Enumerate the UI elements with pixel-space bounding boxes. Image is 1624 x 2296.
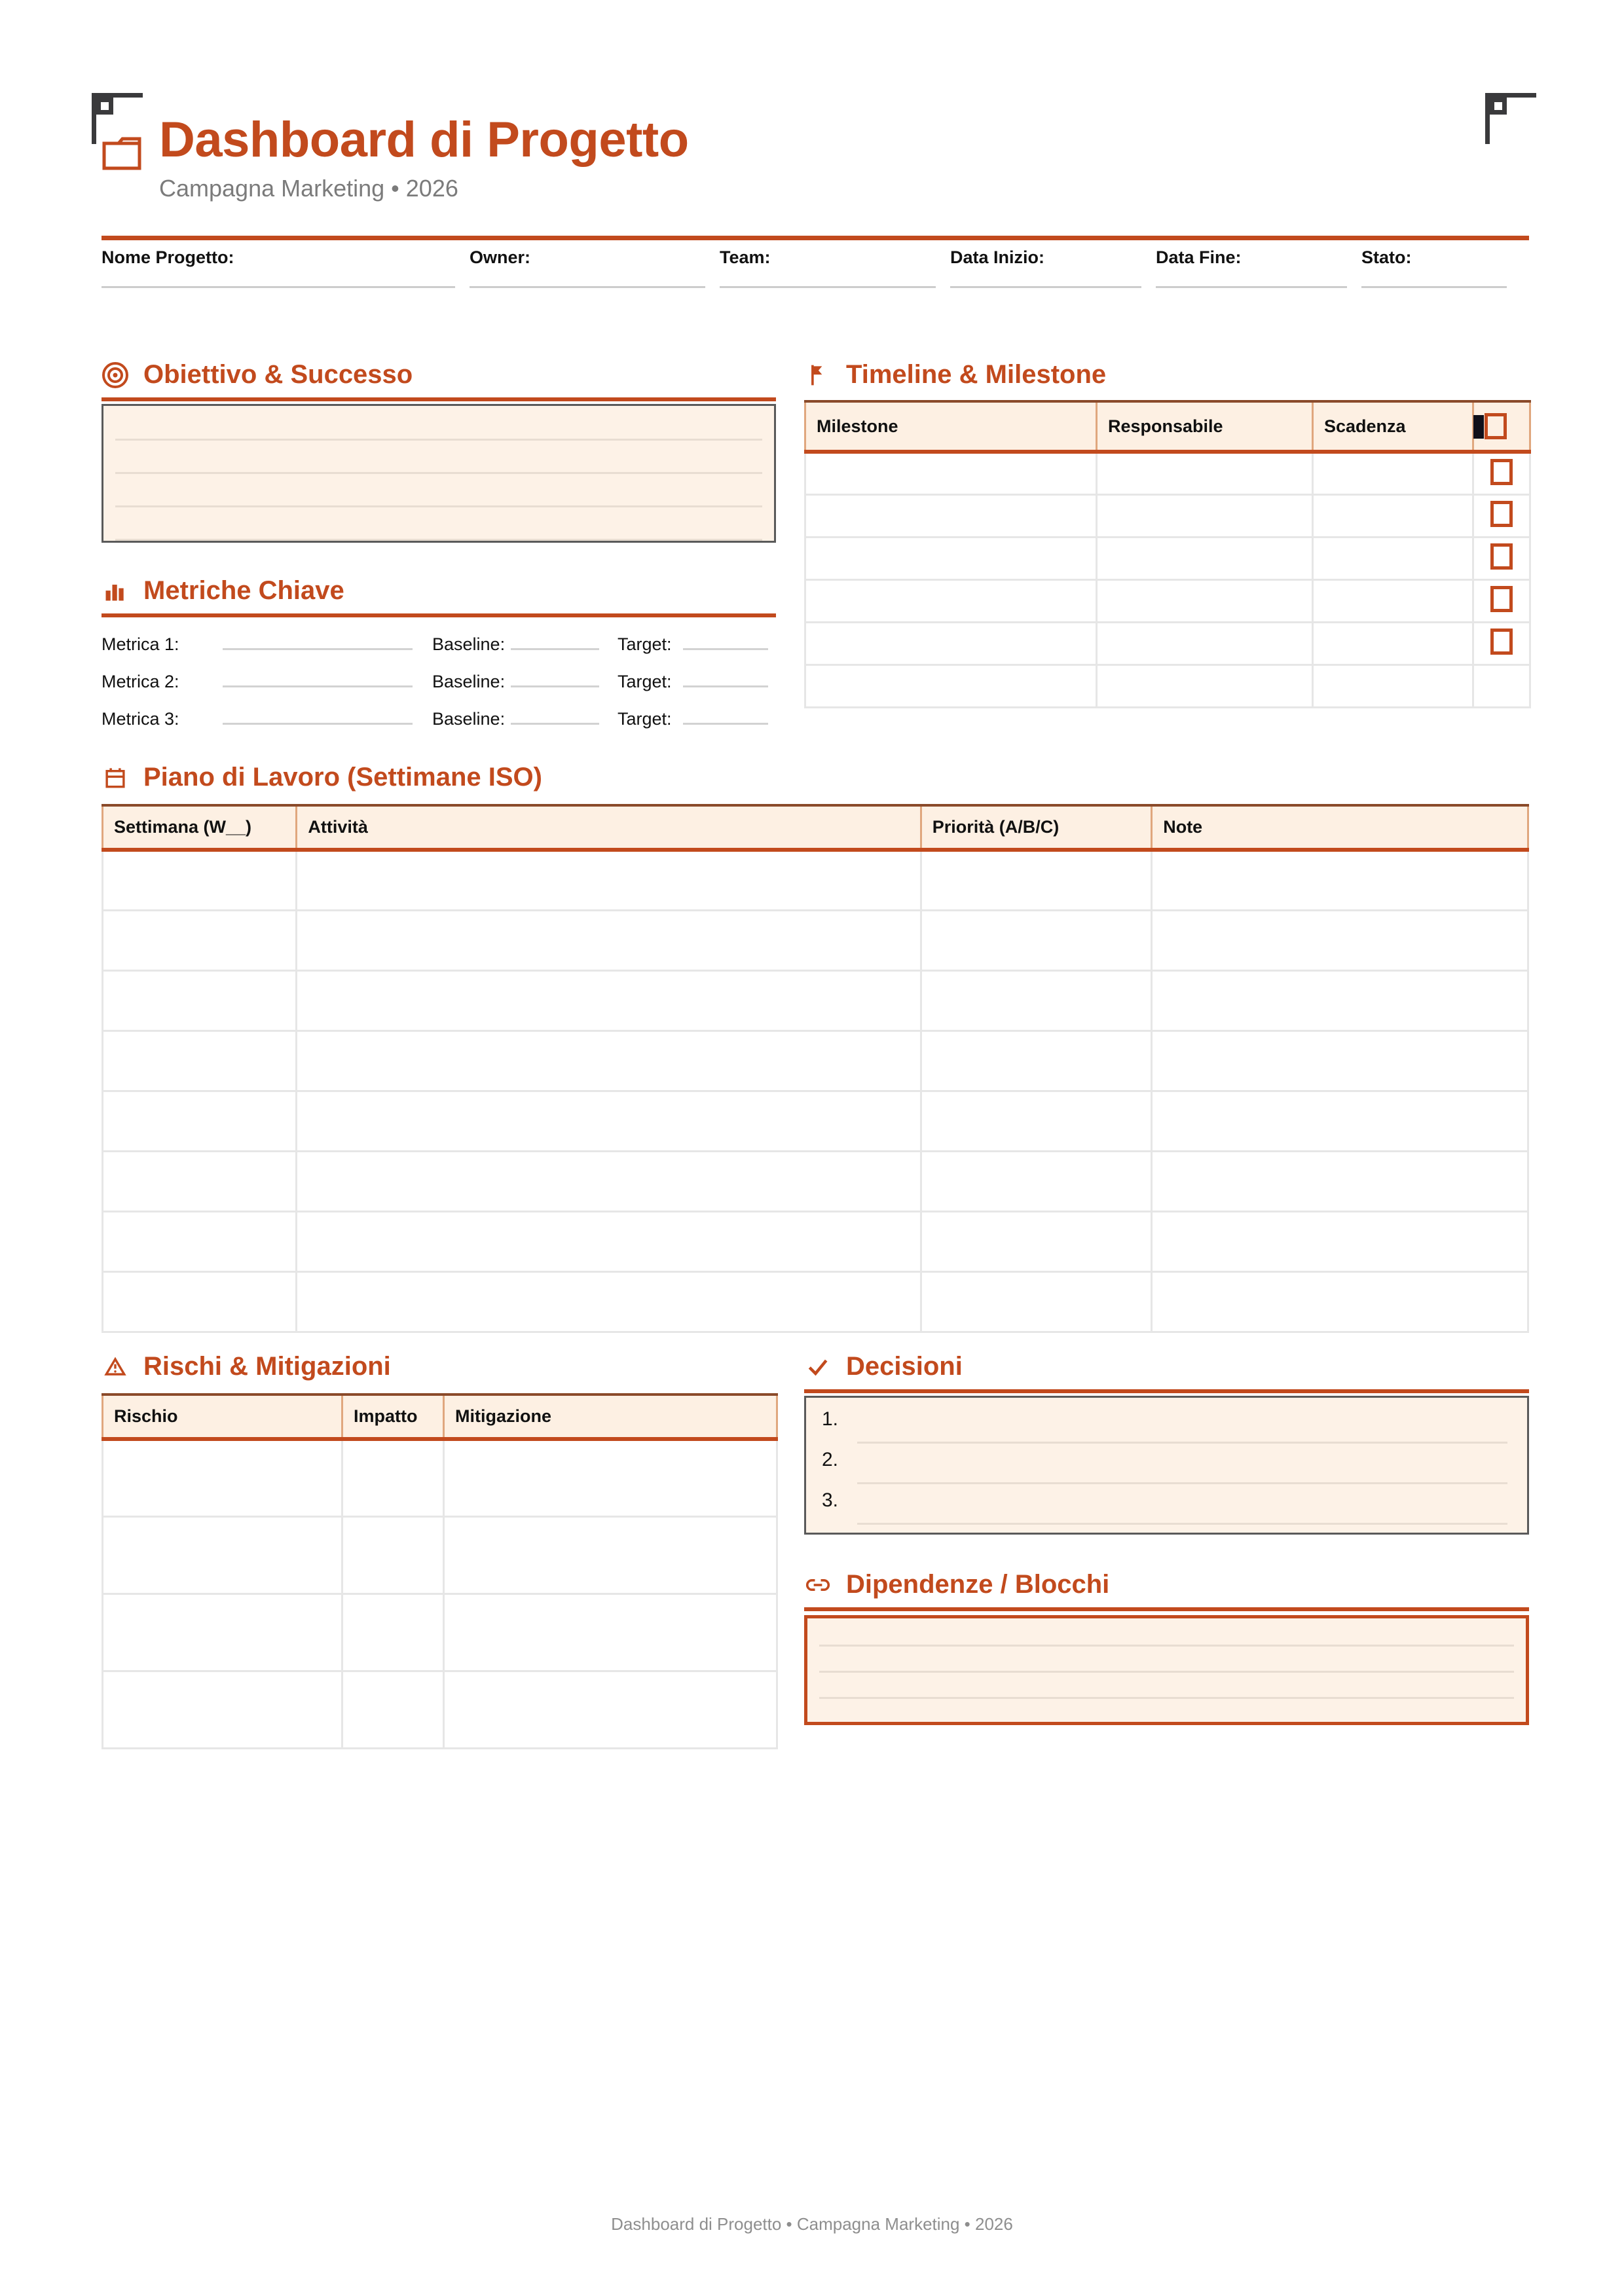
warning-triangle-icon (101, 1353, 129, 1381)
cell-impatto[interactable] (342, 1594, 444, 1671)
baseline-label: Baseline: (432, 634, 506, 654)
checkbox-icon (1485, 413, 1507, 439)
header-divider (101, 236, 1529, 240)
folder-icon (101, 133, 142, 173)
cell-attivita[interactable] (297, 970, 921, 1030)
cell-mitigazione[interactable] (444, 1439, 777, 1516)
checkbox-icon[interactable] (1490, 459, 1513, 485)
cell-priorita[interactable] (921, 1030, 1151, 1091)
section-title: Metriche Chiave (143, 576, 344, 605)
target-icon (101, 361, 129, 389)
target-label: Target: (618, 709, 672, 729)
cell-rischio[interactable] (103, 1671, 342, 1748)
cell-rischio[interactable] (103, 1516, 342, 1594)
list-item[interactable] (806, 1488, 1527, 1529)
section-dipendenze (804, 1570, 1529, 1725)
cell-attivita[interactable] (297, 1211, 921, 1271)
cell-scadenza[interactable] (1313, 579, 1473, 622)
cell-scadenza[interactable] (1313, 494, 1473, 537)
cell-priorita[interactable] (921, 970, 1151, 1030)
table-row[interactable] (103, 1091, 1528, 1151)
meta-label: Team: (720, 247, 771, 267)
cell-done[interactable] (1473, 537, 1530, 579)
cell-milestone[interactable] (805, 622, 1097, 665)
decisioni-list (804, 1396, 1529, 1535)
cell-priorita[interactable] (921, 910, 1151, 970)
cell-note[interactable] (1152, 1211, 1528, 1271)
cell-note[interactable] (1152, 910, 1528, 970)
cell-responsabile[interactable] (1097, 665, 1313, 707)
column-header-note: Note (1152, 805, 1528, 850)
section-rule (804, 1389, 1529, 1393)
dipendenze-text-area[interactable] (804, 1615, 1529, 1725)
checkbox-icon[interactable] (1490, 586, 1513, 612)
baseline-value-line[interactable] (511, 685, 599, 687)
baseline-value-line[interactable] (511, 723, 599, 725)
meta-label: Nome Progetto: (101, 247, 234, 267)
section-metriche (101, 576, 776, 729)
column-header-priorita: Priorità (A/B/C) (921, 805, 1151, 850)
cell-note[interactable] (1152, 1271, 1528, 1332)
meta-label: Data Fine: (1156, 247, 1242, 267)
section-rule (804, 1607, 1529, 1611)
column-header-mitigazione: Mitigazione (444, 1394, 777, 1439)
metric-label: Metrica 1: (101, 634, 179, 654)
meta-input-line[interactable] (1156, 286, 1347, 288)
metric-row (101, 709, 776, 729)
list-item-line[interactable] (857, 1523, 1507, 1525)
cell-impatto[interactable] (342, 1516, 444, 1594)
cell-mitigazione[interactable] (444, 1594, 777, 1671)
cell-milestone[interactable] (805, 579, 1097, 622)
list-item[interactable] (806, 1407, 1527, 1448)
baseline-value-line[interactable] (511, 648, 599, 650)
cell-attivita[interactable] (297, 1151, 921, 1211)
list-item-number: 1. (822, 1408, 839, 1430)
section-title: Piano di Lavoro (Settimane ISO) (143, 763, 542, 792)
table-header-row (103, 1394, 777, 1439)
cell-scadenza[interactable] (1313, 622, 1473, 665)
metric-value-line[interactable] (223, 723, 413, 725)
column-header-responsabile: Responsabile (1097, 401, 1313, 452)
checkbox-icon[interactable] (1490, 501, 1513, 527)
section-title: Decisioni (846, 1352, 963, 1381)
table-row[interactable] (805, 537, 1530, 579)
risks-table (101, 1393, 778, 1749)
cell-attivita[interactable] (297, 910, 921, 970)
cell-settimana[interactable] (103, 1211, 297, 1271)
cell-scadenza[interactable] (1313, 537, 1473, 579)
cell-settimana[interactable] (103, 1030, 297, 1091)
table-row[interactable] (103, 1671, 777, 1748)
cell-milestone[interactable] (805, 665, 1097, 707)
column-header-rischio: Rischio (103, 1394, 342, 1439)
cell-done[interactable] (1473, 622, 1530, 665)
cell-priorita[interactable] (921, 1211, 1151, 1271)
flag-icon (804, 361, 832, 389)
link-icon (804, 1571, 832, 1599)
cell-done[interactable] (1473, 579, 1530, 622)
meta-input-line[interactable] (950, 286, 1141, 288)
meta-label: Stato: (1361, 247, 1412, 267)
table-row[interactable] (103, 1271, 1528, 1332)
calendar-icon (101, 764, 129, 792)
table-row[interactable] (805, 622, 1530, 665)
page-title: Dashboard di Progetto (159, 112, 689, 168)
project-meta-fields (101, 247, 1529, 288)
column-header-scadenza: Scadenza (1313, 401, 1473, 452)
page-footer: Dashboard di Progetto • Campagna Marketing • 2026 (611, 2214, 1013, 2234)
table-row[interactable] (805, 579, 1530, 622)
table-row[interactable] (103, 850, 1528, 910)
cell-responsabile[interactable] (1097, 622, 1313, 665)
cell-mitigazione[interactable] (444, 1516, 777, 1594)
table-row[interactable] (103, 910, 1528, 970)
metric-label: Metrica 3: (101, 709, 179, 729)
meta-label: Owner: (470, 247, 531, 267)
meta-field-team[interactable] (720, 247, 936, 288)
meta-field-stato[interactable] (1361, 247, 1507, 288)
cell-scadenza[interactable] (1313, 452, 1473, 494)
page-subtitle: Campagna Marketing • 2026 (159, 174, 458, 202)
cell-priorita[interactable] (921, 1091, 1151, 1151)
cell-settimana[interactable] (103, 910, 297, 970)
cell-done[interactable] (1473, 494, 1530, 537)
cell-settimana[interactable] (103, 1151, 297, 1211)
table-row[interactable] (805, 494, 1530, 537)
table-row[interactable] (103, 1439, 777, 1516)
section-decisioni (804, 1352, 1529, 1535)
list-item-number: 3. (822, 1489, 839, 1511)
cell-note[interactable] (1152, 970, 1528, 1030)
meta-input-line[interactable] (470, 286, 705, 288)
section-title: Rischi & Mitigazioni (143, 1352, 391, 1381)
cell-responsabile[interactable] (1097, 494, 1313, 537)
cell-note[interactable] (1152, 1030, 1528, 1091)
table-row[interactable] (103, 970, 1528, 1030)
table-row[interactable] (103, 1594, 777, 1671)
target-value-line[interactable] (683, 723, 768, 725)
bar-chart-icon (101, 577, 129, 605)
target-label: Target: (618, 672, 672, 691)
cell-impatto[interactable] (342, 1671, 444, 1748)
cell-responsabile[interactable] (1097, 579, 1313, 622)
meta-input-line[interactable] (101, 286, 455, 288)
cell-attivita[interactable] (297, 1030, 921, 1091)
meta-input-line[interactable] (720, 286, 936, 288)
column-header-impatto: Impatto (342, 1394, 444, 1439)
section-timeline (804, 360, 1529, 708)
cell-scadenza[interactable] (1313, 665, 1473, 707)
cell-priorita[interactable] (921, 1271, 1151, 1332)
meta-input-line[interactable] (1361, 286, 1507, 288)
baseline-label: Baseline: (432, 672, 506, 691)
meta-field-data-inizio[interactable] (950, 247, 1141, 288)
cell-settimana[interactable] (103, 970, 297, 1030)
section-obiettivo (101, 360, 776, 543)
cell-responsabile[interactable] (1097, 537, 1313, 579)
table-header-row (103, 805, 1528, 850)
cell-done[interactable] (1473, 452, 1530, 494)
cell-note[interactable] (1152, 1151, 1528, 1211)
cell-rischio[interactable] (103, 1439, 342, 1516)
target-value-line[interactable] (683, 685, 768, 687)
meta-field-data-fine[interactable] (1156, 247, 1347, 288)
target-value-line[interactable] (683, 648, 768, 650)
cell-note[interactable] (1152, 1091, 1528, 1151)
cell-done[interactable] (1473, 665, 1530, 707)
cell-impatto[interactable] (342, 1439, 444, 1516)
baseline-label: Baseline: (432, 709, 506, 729)
table-row[interactable] (103, 1516, 777, 1594)
cell-milestone[interactable] (805, 537, 1097, 579)
cell-rischio[interactable] (103, 1594, 342, 1671)
cell-attivita[interactable] (297, 1271, 921, 1332)
section-piano-di-lavoro (101, 763, 1529, 1333)
metric-value-line[interactable] (223, 685, 413, 687)
metric-value-line[interactable] (223, 648, 413, 650)
metric-row (101, 672, 776, 692)
list-item[interactable] (806, 1448, 1527, 1488)
cell-note[interactable] (1152, 850, 1528, 910)
cell-settimana[interactable] (103, 1091, 297, 1151)
cell-milestone[interactable] (805, 452, 1097, 494)
section-title: Dipendenze / Blocchi (846, 1570, 1110, 1599)
metric-label: Metrica 2: (101, 672, 179, 691)
checkbox-icon[interactable] (1490, 543, 1513, 570)
column-header-milestone: Milestone (805, 401, 1097, 452)
table-row[interactable] (103, 1151, 1528, 1211)
cell-responsabile[interactable] (1097, 452, 1313, 494)
meta-field-owner[interactable] (470, 247, 705, 288)
table-header-row (805, 401, 1530, 452)
table-row[interactable] (805, 665, 1530, 707)
section-title: Timeline & Milestone (846, 360, 1107, 389)
cell-priorita[interactable] (921, 850, 1151, 910)
table-row[interactable] (805, 452, 1530, 494)
section-rule (101, 397, 776, 401)
workplan-table (101, 804, 1529, 1333)
cell-settimana[interactable] (103, 1271, 297, 1332)
checkbox-icon[interactable] (1490, 629, 1513, 655)
table-row[interactable] (103, 1030, 1528, 1091)
cell-mitigazione[interactable] (444, 1671, 777, 1748)
meta-label: Data Inizio: (950, 247, 1045, 267)
list-item-number: 2. (822, 1449, 839, 1470)
list-item-line[interactable] (857, 1442, 1507, 1444)
check-icon (804, 1353, 832, 1381)
list-item-line[interactable] (857, 1482, 1507, 1484)
section-title: Obiettivo & Successo (143, 360, 413, 389)
metric-row (101, 634, 776, 655)
section-rischi (101, 1352, 776, 1749)
cell-attivita[interactable] (297, 1091, 921, 1151)
cell-attivita[interactable] (297, 850, 921, 910)
obiettivo-text-area[interactable] (101, 404, 776, 543)
column-header-done (1473, 401, 1530, 452)
column-header-attivita: Attività (297, 805, 921, 850)
cell-milestone[interactable] (805, 494, 1097, 537)
cell-priorita[interactable] (921, 1151, 1151, 1211)
timeline-table (804, 400, 1531, 708)
target-label: Target: (618, 634, 672, 654)
meta-field-nome-progetto[interactable] (101, 247, 455, 288)
section-rule (101, 613, 776, 617)
document-header (101, 112, 1529, 202)
column-header-settimana: Settimana (W__) (103, 805, 297, 850)
cell-settimana[interactable] (103, 850, 297, 910)
table-row[interactable] (103, 1211, 1528, 1271)
